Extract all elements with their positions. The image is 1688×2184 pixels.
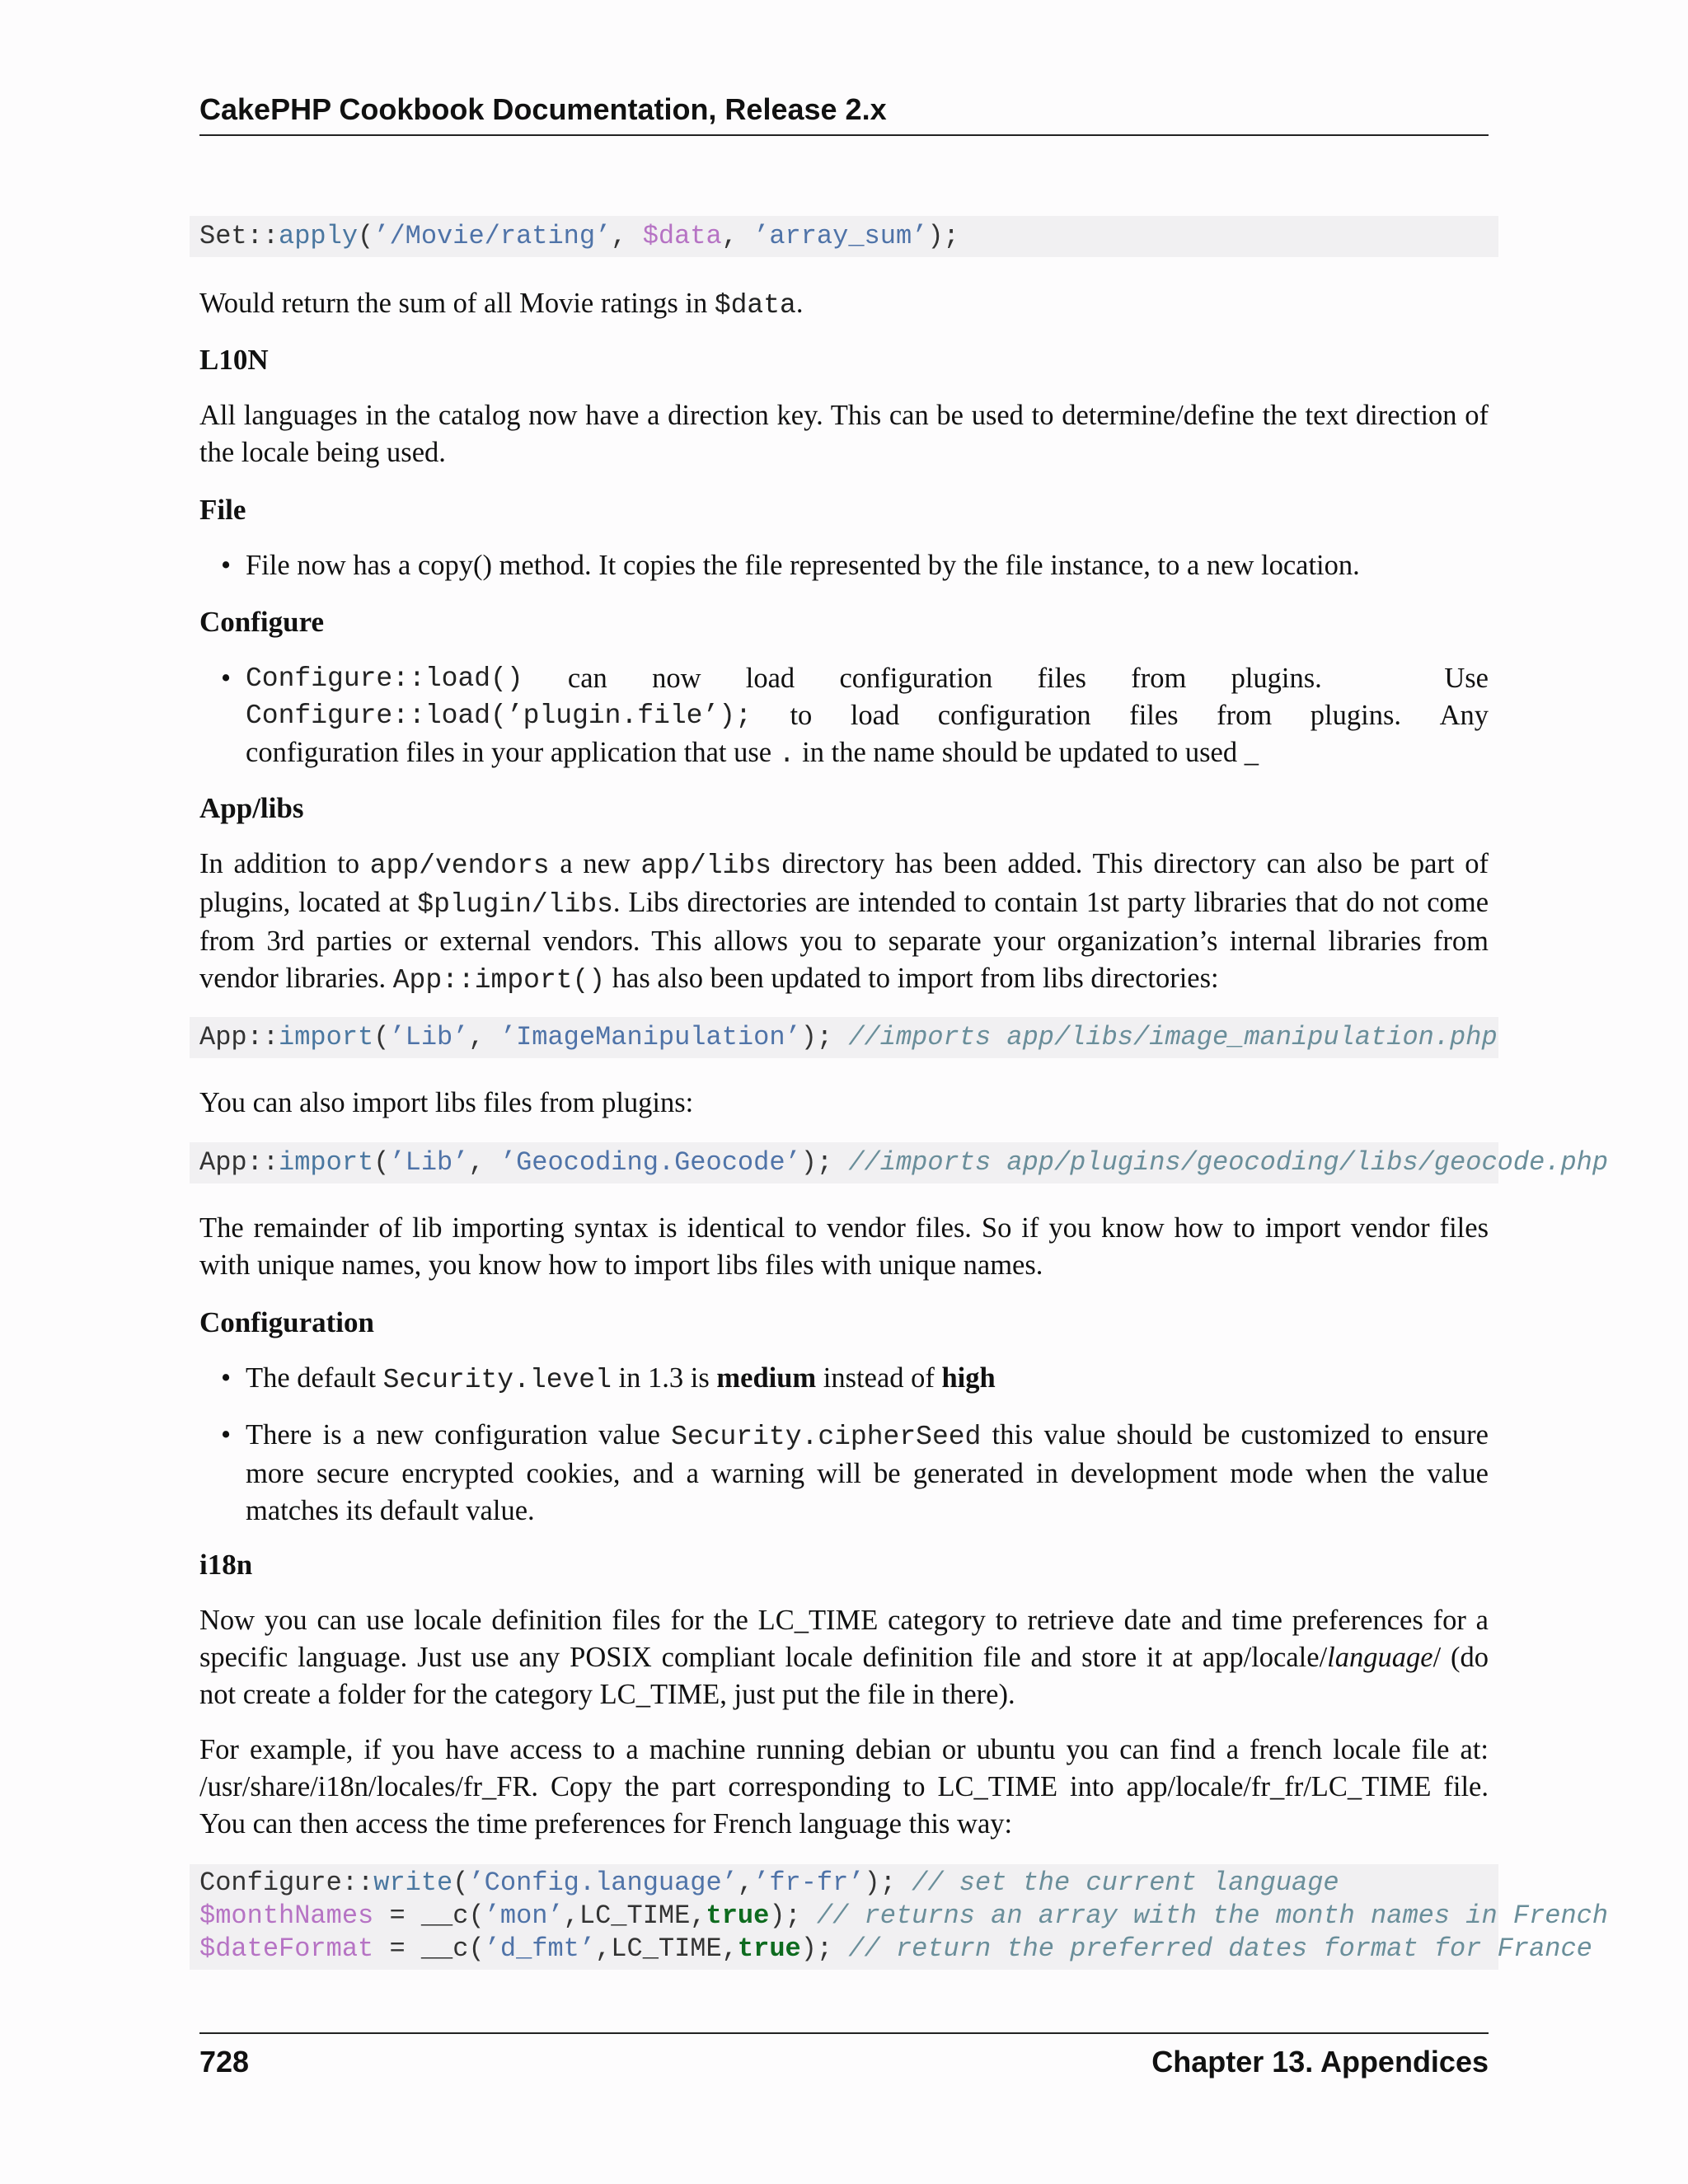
code-function: import [279, 1147, 374, 1178]
code-function: import [279, 1022, 374, 1052]
code-comment: // return the preferred dates format for France [848, 1933, 1592, 1964]
list-item-configure-load: • Configure::load() can now load configuration files from plugins. Use Configure::load(’plugin.file’); to load configuration files from plugins. Any configuration files in your application that use . in the name should be updated to used _ [246, 660, 1489, 771]
code-string: ’Geocoding.Geocode’ [499, 1147, 801, 1178]
paragraph-app-libs: In addition to app/vendors a new app/libs directory has been added. This directory can also be part of plugins, located at $plugin/libs. Libs directories are intended to contain 1st party libraries that do not come from 3rd parties or external vendors. This allows you to separate your organization’s internal libraries from vendor libraries. App::import() has also been updated to import from libs directories: [199, 848, 1489, 996]
list-item-cipher-seed: • There is a new configuration value Security.cipherSeed this value should be customized to ensure more secure encrypted cookies, and a warning will be generated in development mode when the value matches its default value. [246, 1417, 1489, 1530]
inline-code: Security.level [382, 1365, 612, 1395]
heading-i18n: i18n [199, 1549, 253, 1581]
bullet-dot: • [221, 663, 232, 694]
code-block-import-lib: App::import(’Lib’, ’ImageManipulation’); //imports app/libs/image_manipulation.php [190, 1017, 1498, 1058]
inline-code: app/libs [640, 851, 771, 881]
code-comment: // returns an array with the month names in French [816, 1900, 1609, 1931]
inline-code: Configure::load(’plugin.file’); [246, 701, 752, 731]
code-keyword: true [706, 1900, 770, 1931]
code-comment: // set the current language [912, 1868, 1339, 1898]
header-rule [199, 134, 1489, 136]
page-number: 728 [199, 2045, 250, 2079]
code-sep: :: [246, 221, 279, 251]
paragraph-import-plugins: You can also import libs files from plugins: [199, 1087, 694, 1118]
code-keyword: true [737, 1933, 801, 1964]
footer-rule [199, 2032, 1489, 2034]
code-string: ’mon’ [484, 1900, 564, 1931]
code-variable: $monthNames [199, 1900, 374, 1931]
code-string: ’array_sum’ [753, 221, 928, 251]
bullet-dot: • [221, 1362, 232, 1394]
code-string: ’ImageManipulation’ [499, 1022, 801, 1052]
heading-configuration: Configuration [199, 1306, 374, 1338]
inline-code: App::import() [392, 965, 606, 996]
inline-code: app/vendors [369, 851, 550, 881]
paragraph-l10n: All languages in the catalog now have a direction key. This can be used to determine/define the text direction of the locale being used. [199, 400, 1489, 468]
heading-app-libs: App/libs [199, 792, 304, 824]
list-item-security-level: • The default Security.level in 1.3 is medium instead of high [246, 1360, 1489, 1399]
list-item-file-copy: • File now has a copy() method. It copies the file represented by the file instance, to a new location. [246, 547, 1489, 584]
code-variable: $data [642, 221, 722, 251]
code-block-import-geocode: App::import(’Lib’, ’Geocoding.Geocode’); //imports app/plugins/geocoding/libs/geocode.php [190, 1142, 1498, 1183]
chapter-title: Chapter 13. Appendices [1151, 2045, 1489, 2079]
paragraph-i18n-locale: Now you can use locale definition files for the LC_TIME category to retrieve date and time preferences for a specific language. Just use any POSIX compliant locale definition file and store it at app/locale/language/ (do not create a folder for the category LC_TIME, just put the file in there). [199, 1605, 1489, 1710]
code-string: ’/Movie/rating’ [373, 221, 612, 251]
paragraph-remainder: The remainder of lib importing syntax is identical to vendor files. So if you know how to import vendor files with unique names, you know how to import libs files with unique names. [199, 1212, 1489, 1281]
code-string: ’Lib’ [389, 1147, 469, 1178]
code-comment: //imports app/plugins/geocoding/libs/geocode.php [848, 1147, 1609, 1178]
code-string: ’d_fmt’ [484, 1933, 596, 1964]
heading-file: File [199, 494, 246, 526]
inline-code: $data [714, 290, 796, 321]
heading-l10n: L10N [199, 344, 269, 376]
inline-code: Configure::load() [246, 663, 523, 694]
code-function: apply [279, 221, 359, 251]
inline-code: Security.cipherSeed [671, 1422, 982, 1452]
inline-code: $plugin/libs [417, 889, 613, 920]
code-string: ’Lib’ [389, 1022, 469, 1052]
code-comment: //imports app/libs/image_manipulation.php [848, 1022, 1498, 1052]
code-punct: ); [927, 221, 959, 251]
code-string: ’Config.language’ [468, 1868, 738, 1898]
paragraph-sum-ratings: Would return the sum of all Movie ratings in $data. [199, 288, 804, 321]
code-block-set-apply: Set::apply(’/Movie/rating’, $data, ’array_sum’); [190, 216, 1498, 257]
code-variable: $dateFormat [199, 1933, 374, 1964]
paragraph-i18n-example: For example, if you have access to a machine running debian or ubuntu you can find a french locale file at: /usr/share/i18n/locales/fr_FR. Copy the part corresponding to LC_TIME into app/locale/fr_fr/LC_TIME file. You can then access the time preferences for French language this way: [199, 1734, 1489, 1840]
code-class: Set [199, 221, 247, 251]
bullet-dot: • [221, 550, 232, 581]
code-string: ’fr-fr’ [753, 1868, 865, 1898]
bullet-dot: • [221, 1419, 232, 1451]
code-block-i18n: Configure::write(’Config.language’,’fr-fr’); // set the current language $monthNames = __c(’mon’,LC_TIME,true); // returns an array with the month names in French $dateFormat = __c(’d_fmt’,LC_TIME,true); // return the preferred dates format for France [190, 1864, 1498, 1970]
heading-configure: Configure [199, 606, 325, 638]
inline-code: . [778, 739, 795, 770]
page-header-title: CakePHP Cookbook Documentation, Release 2.x [199, 92, 887, 126]
code-function: write [373, 1868, 453, 1898]
